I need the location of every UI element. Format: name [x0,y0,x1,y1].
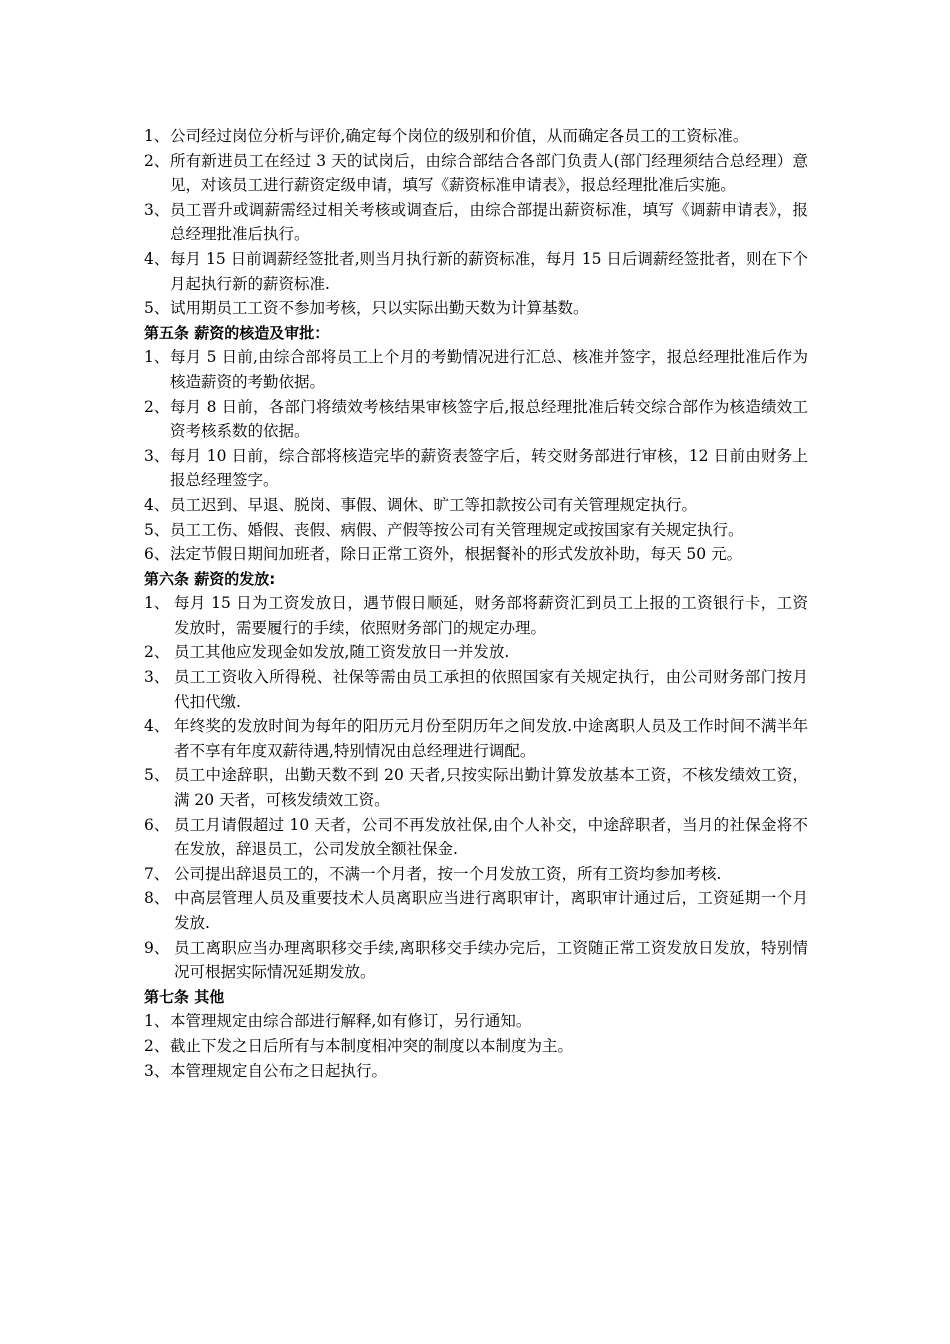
list-item [144,886,808,935]
item-text: 本管理规定自公布之日起执行。 [170,1061,388,1080]
list-item [144,198,808,247]
item-number: 5、 [144,766,170,785]
section7-list [144,1009,808,1083]
section-heading: 第五条 薪资的核造及审批： [144,323,330,342]
section6-list [144,591,808,985]
item-text: 员工离职应当办理离职移交手续,离职移交手续办完后，工资随正常工资发放日发放，特别情况可根据实际情况延期发放。 [174,938,808,982]
item-text: 本管理规定由综合部进行解释,如有修订，另行通知。 [170,1012,532,1031]
list-item [144,813,808,862]
list-item [144,493,808,518]
list-item [144,247,808,296]
list-item [144,345,808,394]
list-item [144,640,808,665]
item-number: 2、 [144,397,170,416]
item-number: 3、 [144,446,170,465]
section-heading: 第六条 薪资的发放: [144,569,276,588]
item-text: 截止下发之日后所有与本制度相冲突的制度以本制度为主。 [170,1036,574,1055]
list-item [144,862,808,887]
list-item [144,149,808,198]
item-text: 每月 10 日前，综合部将核造完毕的薪资表签字后，转交财务部进行审核，12 日前由财务上报总经理签字。 [170,446,808,490]
item-number: 1、 [144,1012,170,1031]
list-item [144,395,808,444]
item-text: 员工晋升或调薪需经过相关考核或调查后，由综合部提出薪资标准，填写《调薪申请表》，报总经理批准后执行。 [170,200,808,244]
item-text: 试用期员工工资不参加考核，只以实际出勤天数为计算基数。 [170,299,589,318]
item-number: 7、 [144,864,170,883]
list-item [144,518,808,543]
list-item [144,1009,808,1034]
item-text: 每月 15 日为工资发放日，遇节假日顺延，财务部将薪资汇到员工上报的工资银行卡，工资发放时，需要履行的手续，依照财务部门的规定办理。 [174,594,808,637]
list-item [144,665,808,714]
list-item [144,444,808,493]
item-text: 每月 15 日前调薪经签批者,则当月执行新的薪资标准，每月 15 日后调薪经签批者，则在下个月起执行新的薪资标准. [170,249,808,293]
item-number: 3、 [144,668,170,687]
list-item [144,591,808,640]
item-text: 员工其他应发现金如发放,随工资发放日一并发放. [174,643,510,662]
item-text: 员工月请假超过 10 天者，公司不再发放社保,由个人补交，中途辞职者，当月的社保金将不在发放，辞退员工，公司发放全额社保金. [174,815,808,859]
item-number: 5、 [144,299,170,318]
list-item [144,763,808,812]
section-heading: 第七条 其他 [144,987,225,1006]
list-item [144,936,808,985]
item-number: 2、 [144,1036,170,1055]
item-number: 4、 [144,495,170,514]
item-number: 9、 [144,938,170,957]
list-item [144,1059,808,1084]
item-number: 3、 [144,1061,170,1080]
item-text: 公司经过岗位分析与评价,确定每个岗位的级别和价值，从而确定各员工的工资标准。 [170,127,749,145]
item-number: 2、 [144,151,170,170]
item-text: 中高层管理人员及重要技术人员离职应当进行离职审计，离职审计通过后，工资延期一个月发放. [174,889,808,932]
item-number: 4、 [144,717,170,736]
item-number: 5、 [144,520,170,539]
item-text: 员工工伤、婚假、丧假、病假、产假等按公司有关管理规定或按国家有关规定执行。 [170,520,744,539]
item-number: 3、 [144,200,170,219]
item-text: 法定节假日期间加班者，除日正常工资外，根据餐补的形式发放补助，每天 50 元。 [170,545,743,564]
list-item [144,542,808,567]
item-text: 每月 5 日前,由综合部将员工上个月的考勤情况进行汇总、核准并签字，报总经理批准后作为核造薪资的考勤依据。 [170,348,808,391]
item-text: 每月 8 日前，各部门将绩效考核结果审核签字后,报总经理批准后转交综合部作为核造绩效工资考核系数的依据。 [170,397,808,441]
item-text: 年终奖的发放时间为每年的阳历元月份至阴历年之间发放.中途离职人员及工作时间不满半年者不享有年度双薪待遇,特别情况由总经理进行调配。 [174,717,808,760]
list-item [144,714,808,763]
item-text: 员工中途辞职，出勤天数不到 20 天者,只按实际出勤计算发放基本工资，不核发绩效工资，满 20 天者，可核发绩效工资。 [174,766,808,810]
item-number: 1、 [144,348,170,367]
item-text: 员工迟到、早退、脱岗、事假、调休、旷工等扣款按公司有关管理规定执行。 [170,495,698,514]
item-text: 员工工资收入所得税、社保等需由员工承担的依照国家有关规定执行，由公司财务部门按月代扣代缴. [174,668,808,711]
intro-list [144,124,808,321]
item-number: 1、 [144,594,170,613]
item-number: 2、 [144,643,170,662]
item-number: 8、 [144,889,170,908]
document-body [144,124,808,1083]
item-number: 6、 [144,545,170,564]
item-number: 6、 [144,815,170,834]
list-item [144,1034,808,1059]
item-text: 所有新进员工在经过 3 天的试岗后，由综合部结合各部门负责人(部门经理须结合总经理）意见，对该员工进行薪资定级申请，填写《薪资标准申请表》，报总经理批准后实施。 [170,151,808,195]
section5-list [144,345,808,566]
item-number: 4、 [144,249,170,268]
list-item [144,296,808,321]
list-item [144,124,808,149]
item-text: 公司提出辞退员工的，不满一个月者，按一个月发放工资，所有工资均参加考核. [174,864,722,883]
item-number: 1、 [144,127,170,145]
